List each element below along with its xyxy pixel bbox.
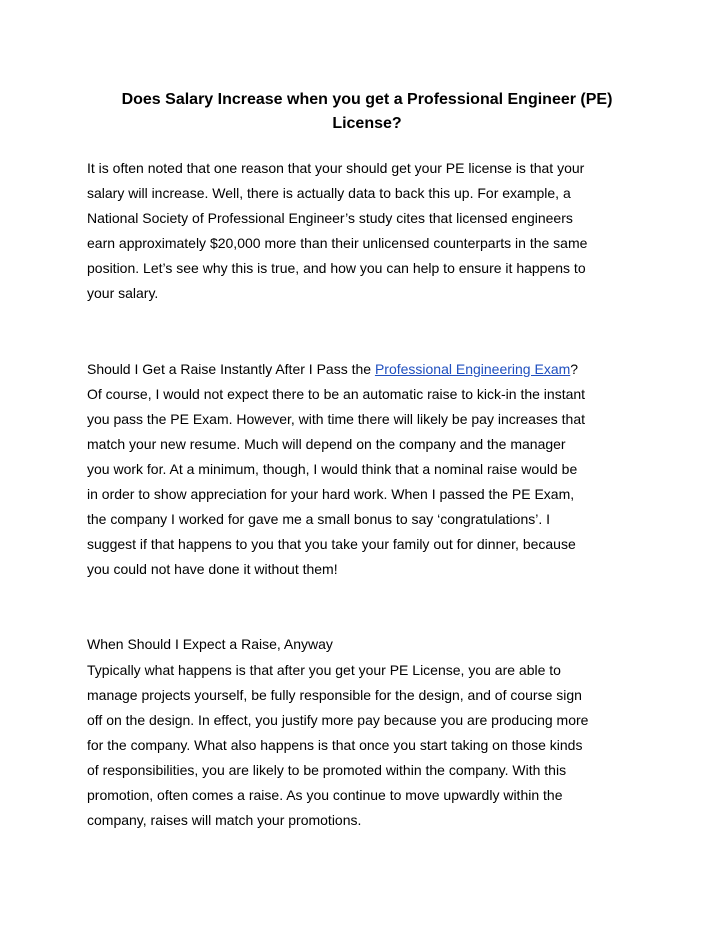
section-heading-expect-raise: When Should I Expect a Raise, Anyway xyxy=(87,636,333,653)
paragraph-spacer xyxy=(87,582,647,632)
section-line: match your new resume. Much will depend on the company and the manager xyxy=(87,435,566,452)
section-line: manage projects yourself, be fully responsible for the design, and of course sign xyxy=(87,686,582,703)
intro-line: earn approximately $20,000 more than their unlicensed counterparts in the same xyxy=(87,235,588,252)
section-line: off on the design. In effect, you justify more pay because you are producing more xyxy=(87,711,589,728)
section-line: suggest if that happens to you that you take your family out for dinner, because xyxy=(87,536,576,553)
paragraph-spacer xyxy=(87,307,647,357)
intro-line: your salary. xyxy=(87,285,159,302)
section-heading-instant-raise xyxy=(87,357,647,382)
section-line: promotion, often comes a raise. As you continue to move upwardly within the xyxy=(87,786,563,803)
section-line: the company I worked for gave me a small bonus to say ‘congratulations’. I xyxy=(87,511,551,528)
heading-prefix: Should I Get a Raise Instantly After I Pass the xyxy=(87,360,375,377)
intro-line: salary will increase. Well, there is actually data to back this up. For example, a xyxy=(87,185,571,202)
section-line: company, raises will match your promotions. xyxy=(87,812,362,829)
section-line: you work for. At a minimum, though, I would think that a nominal raise would be xyxy=(87,460,578,477)
section-line: Of course, I would not expect there to be an automatic raise to kick-in the instant xyxy=(87,385,586,402)
section-line: of responsibilities, you are likely to be promoted within the company. With this xyxy=(87,761,567,778)
title-line-1: Does Salary Increase when you get a Professional Engineer (PE) xyxy=(121,91,613,108)
intro-paragraph xyxy=(87,156,647,307)
title-line-2: License? xyxy=(332,115,402,132)
section-line: you could not have done it without them! xyxy=(87,561,338,578)
intro-line: It is often noted that one reason that your should get your PE license is that your xyxy=(87,160,585,176)
section-expect-raise xyxy=(87,632,647,833)
section-line: in order to show appreciation for your hard work. When I passed the PE Exam, xyxy=(87,486,575,503)
section-line: for the company. What also happens is that once you start taking on those kinds xyxy=(87,736,583,753)
intro-line: position. Let’s see why this is true, and how you can help to ensure it happens to xyxy=(87,260,586,277)
document-title xyxy=(87,88,647,136)
section-line: Typically what happens is that after you get your PE License, you are able to xyxy=(87,661,561,678)
section-line: you pass the PE Exam. However, with time there will likely be pay increases that xyxy=(87,410,585,427)
document-page xyxy=(87,88,647,833)
heading-suffix: ? xyxy=(570,360,579,377)
pe-exam-link[interactable]: Professional Engineering Exam xyxy=(374,360,571,377)
intro-line: National Society of Professional Engineer’s study cites that licensed engineers xyxy=(87,210,573,227)
section-instant-raise xyxy=(87,357,647,583)
